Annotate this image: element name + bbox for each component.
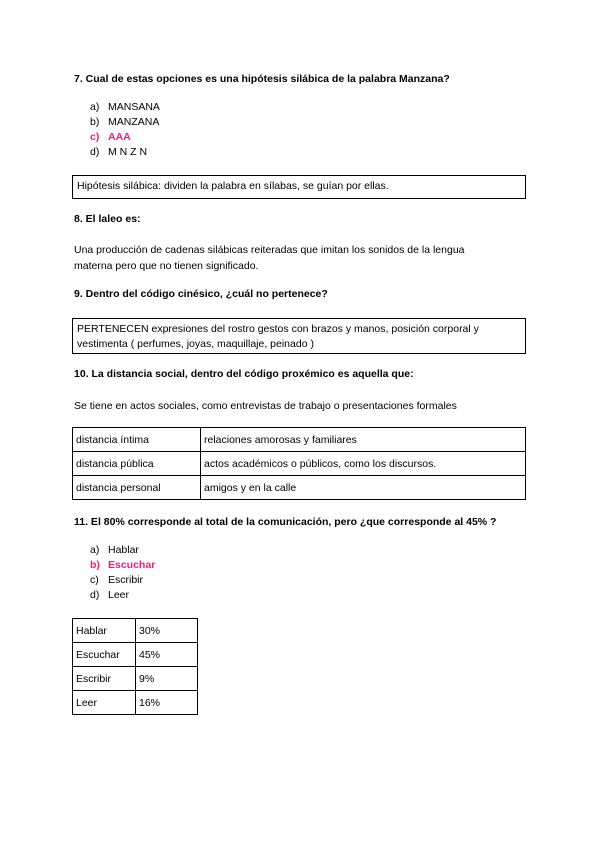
option-a: a) MANSANA	[90, 101, 160, 113]
table-row	[73, 667, 198, 691]
table-cell: Hablar	[73, 619, 136, 643]
table-row	[73, 691, 198, 715]
question-7-options	[90, 100, 160, 160]
table-cell: distancia personal	[73, 476, 201, 500]
question-11-options	[90, 543, 155, 603]
table-cell: Escribir	[73, 667, 136, 691]
option-d: d) Leer	[90, 589, 130, 601]
option-b-selected: b) Escuchar	[90, 559, 156, 571]
percentage-table	[72, 618, 198, 715]
question-9-note: PERTENECEN expresiones del rostro gestos con brazos y manos, posición corporal y vestimenta ( perfumes, joyas, maquillaje, peinado )	[77, 323, 479, 350]
table-cell: 45%	[136, 643, 198, 667]
question-9-note-box	[72, 318, 526, 354]
table-row	[73, 452, 526, 476]
table-cell: distancia pública	[73, 452, 201, 476]
option-b: b) MANZANA	[90, 116, 160, 128]
table-cell: actos académicos o públicos, como los discursos.	[201, 452, 526, 476]
table-cell: amigos y en la calle	[201, 476, 526, 500]
question-8-title: 8. El laleo es:	[74, 213, 141, 225]
question-10-answer: Se tiene en actos sociales, como entrevistas de trabajo o presentaciones formales	[74, 400, 457, 412]
table-cell: relaciones amorosas y familiares	[201, 428, 526, 452]
question-10-title: 10. La distancia social, dentro del código proxémico es aquella que:	[74, 368, 414, 380]
table-cell: 9%	[136, 667, 198, 691]
table-cell: distancia íntima	[73, 428, 201, 452]
table-row	[73, 428, 526, 452]
table-row	[73, 476, 526, 500]
option-a: a) Hablar	[90, 544, 139, 556]
question-7-note-box	[72, 175, 526, 199]
question-8-answer: Una producción de cadenas silábicas reiteradas que imitan los sonidos de la lengua materna pero que no tienen significado.	[74, 244, 465, 272]
question-7-note: Hipótesis silábica: dividen la palabra en sílabas, se guían por ellas.	[77, 180, 389, 192]
question-9-title: 9. Dentro del código cinésico, ¿cuál no pertenece?	[74, 288, 328, 300]
option-c: c) Escribir	[90, 574, 144, 586]
table-cell: 30%	[136, 619, 198, 643]
option-d: d) M N Z N	[90, 146, 148, 158]
table-row	[73, 619, 198, 643]
question-11-title: 11. El 80% corresponde al total de la comunicación, pero ¿que corresponde al 45% ?	[74, 516, 497, 528]
option-c-selected: c) AAA	[90, 131, 131, 143]
table-row	[73, 643, 198, 667]
table-cell: Leer	[73, 691, 136, 715]
question-7-title: 7. Cual de estas opciones es una hipótesis silábica de la palabra Manzana?	[74, 73, 450, 85]
table-cell: 16%	[136, 691, 198, 715]
table-cell: Escuchar	[73, 643, 136, 667]
distance-table	[72, 427, 526, 500]
